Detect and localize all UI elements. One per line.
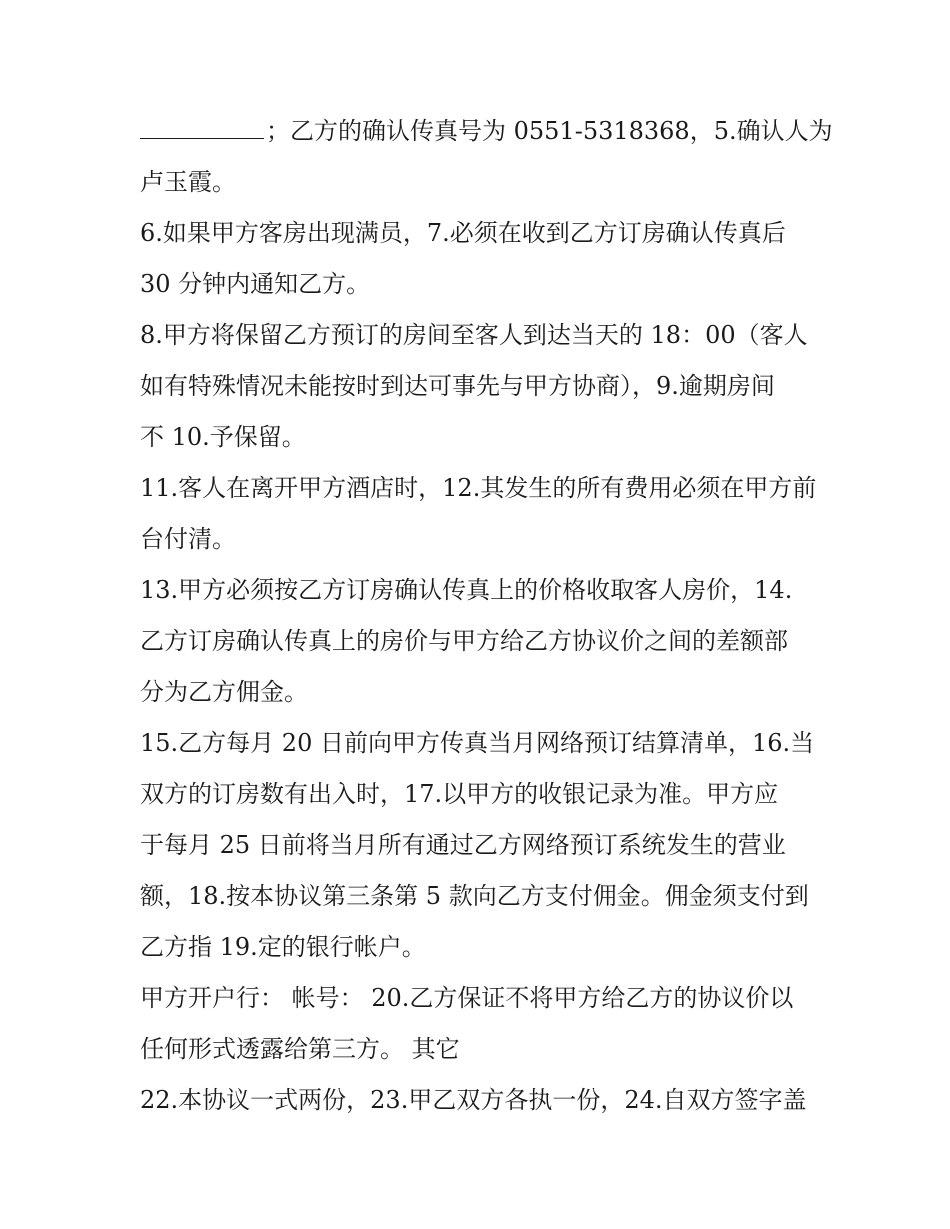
text-line: 任何形式透露给第三方。 其它 bbox=[140, 1035, 460, 1063]
text-line: 6.如果甲方客房出现满员，7.必须在收到乙方订房确认传真后 bbox=[140, 219, 786, 247]
text-line: 额，18.按本协议第三条第 5 款向乙方支付佣金。佣金须支付到 bbox=[140, 882, 809, 910]
text-line: 卢玉霞。 bbox=[140, 168, 236, 196]
text-line: 22.本协议一式两份，23.甲乙双方各执一份，24.自双方签字盖 bbox=[140, 1086, 807, 1114]
document-body bbox=[140, 106, 833, 1126]
text-line: 不 10.予保留。 bbox=[140, 423, 306, 451]
text-line: 甲方开户行： 帐号： 20.乙方保证不将甲方给乙方的协议价以 bbox=[140, 984, 794, 1012]
text-line: 于每月 25 日前将当月所有通过乙方网络预订系统发生的营业 bbox=[140, 831, 786, 859]
text-line: 15.乙方每月 20 日前向甲方传真当月网络预订结算清单，16.当 bbox=[140, 729, 815, 757]
text-line-content: ；乙方的确认传真号为 0551-5318368，5.确认人为 bbox=[266, 117, 833, 145]
text-line: 分为乙方佣金。 bbox=[140, 678, 308, 706]
text-line: 台付清。 bbox=[140, 525, 236, 553]
text-line: 30 分钟内通知乙方。 bbox=[140, 270, 371, 298]
text-line: 乙方订房确认传真上的房价与甲方给乙方协议价之间的差额部 bbox=[140, 627, 788, 655]
text-line: 如有特殊情况未能按时到达可事先与甲方协商），9.逾期房间 bbox=[140, 372, 775, 400]
fill-in-blank bbox=[140, 116, 264, 139]
text-line: 13.甲方必须按乙方订房确认传真上的价格收取客人房价，14. bbox=[140, 576, 793, 604]
text-line: 乙方指 19.定的银行帐户。 bbox=[140, 933, 426, 961]
text-line: 8.甲方将保留乙方预订的房间至客人到达当天的 18：00（客人 bbox=[140, 321, 808, 349]
text-line bbox=[140, 106, 833, 157]
text-line: 11.客人在离开甲方酒店时，12.其发生的所有费用必须在甲方前 bbox=[140, 474, 817, 502]
text-line: 双方的订房数有出入时，17.以甲方的收银记录为准。甲方应 bbox=[140, 780, 779, 808]
